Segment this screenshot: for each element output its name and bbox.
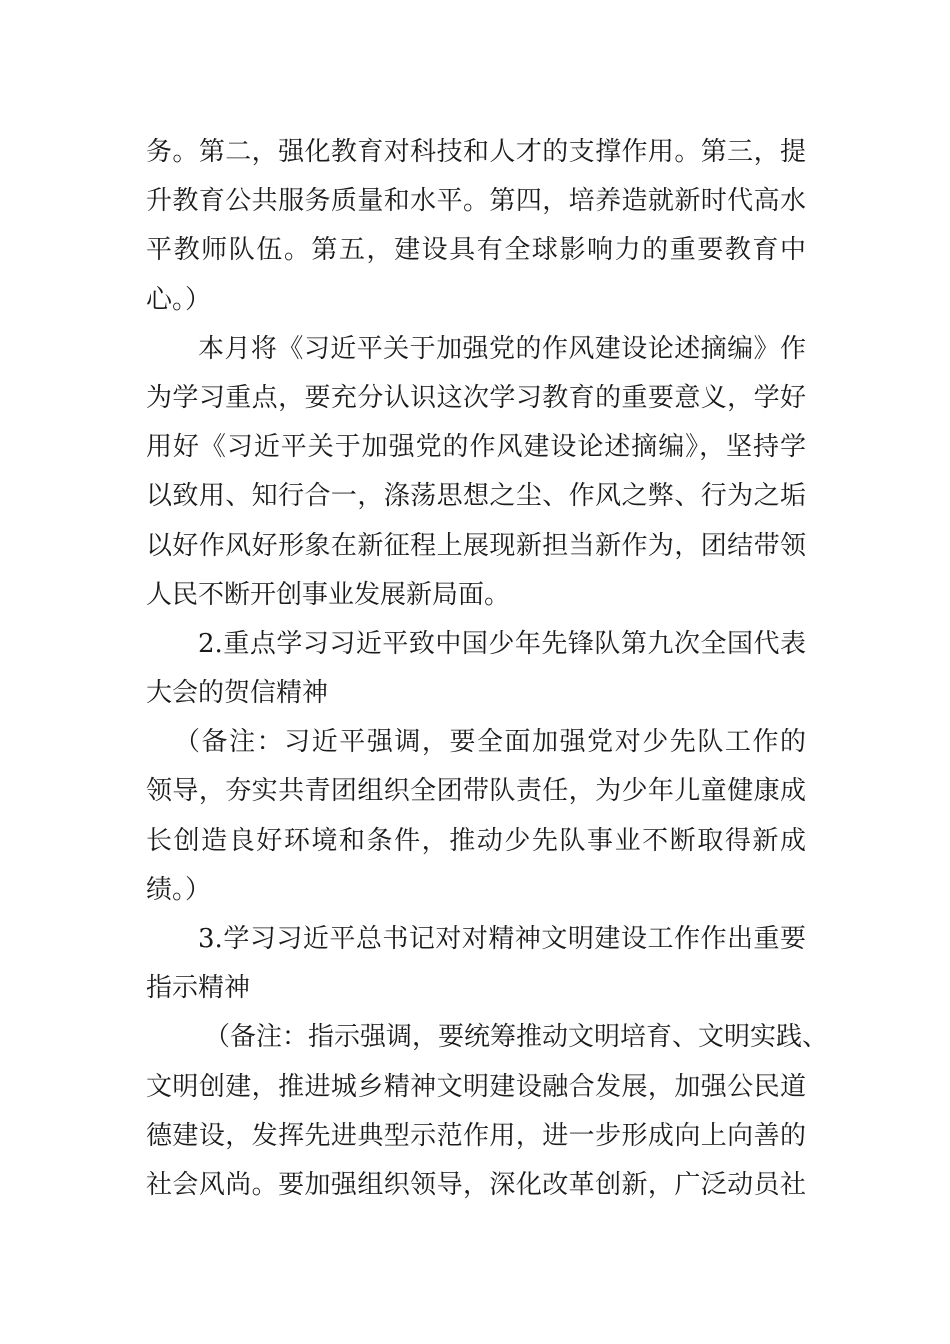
text-line: 人民不断开创事业发展新局面。 xyxy=(146,579,511,610)
text-line: 德建设，发挥先进典型示范作用，进一步形成向上向善的 xyxy=(146,1120,806,1151)
text-line: 文明创建，推进城乡精神文明建设融合发展，加强公民道 xyxy=(146,1071,806,1102)
paragraph-first-line: 本月将《习近平关于加强党的作风建设论述摘编》作 xyxy=(198,333,806,364)
text-line: 务。第二，强化教育对科技和人才的支撑作用。第三，提 xyxy=(146,137,806,167)
document-body xyxy=(146,128,829,1210)
text-line: 绩。） xyxy=(146,874,212,905)
note-first-line: （备注：习近平强调，要全面加强党对少先队工作的 xyxy=(174,727,806,758)
section-heading-3-cont: 指示精神 xyxy=(146,973,251,1004)
text-line: 用好《习近平关于加强党的作风建设论述摘编》，坚持学 xyxy=(146,432,806,463)
text-line: 心。） xyxy=(146,284,212,315)
text-line: 以好作风好形象在新征程上展现新担当新作为，团结带领 xyxy=(146,530,806,561)
text-line: 升教育公共服务质量和水平。第四，培养造就新时代高水 xyxy=(146,186,806,217)
text-line: 长创造良好环境和条件，推动少先队事业不断取得新成 xyxy=(146,825,806,856)
section-heading-2: 2.重点学习习近平致中国少年先锋队第九次全国代表 xyxy=(198,628,806,659)
text-line: 为学习重点，要充分认识这次学习教育的重要意义，学好 xyxy=(146,382,806,413)
text-line: 平教师队伍。第五，建设具有全球影响力的重要教育中 xyxy=(146,235,806,266)
text-line: 以致用、知行合一，涤荡思想之尘、作风之弊、行为之垢 xyxy=(146,481,806,512)
section-heading-2-cont: 大会的贺信精神 xyxy=(146,678,329,709)
text-line: 领导，夯实共青团组织全团带队责任，为少年儿童健康成 xyxy=(146,776,806,807)
note-first-line: （备注：指示强调，要统筹推动文明培育、文明实践、 xyxy=(204,1022,829,1053)
section-heading-3: 3.学习习近平总书记对对精神文明建设工作作出重要 xyxy=(198,924,806,954)
text-line: 社会风尚。要加强组织领导，深化改革创新，广泛动员社 xyxy=(146,1169,806,1200)
